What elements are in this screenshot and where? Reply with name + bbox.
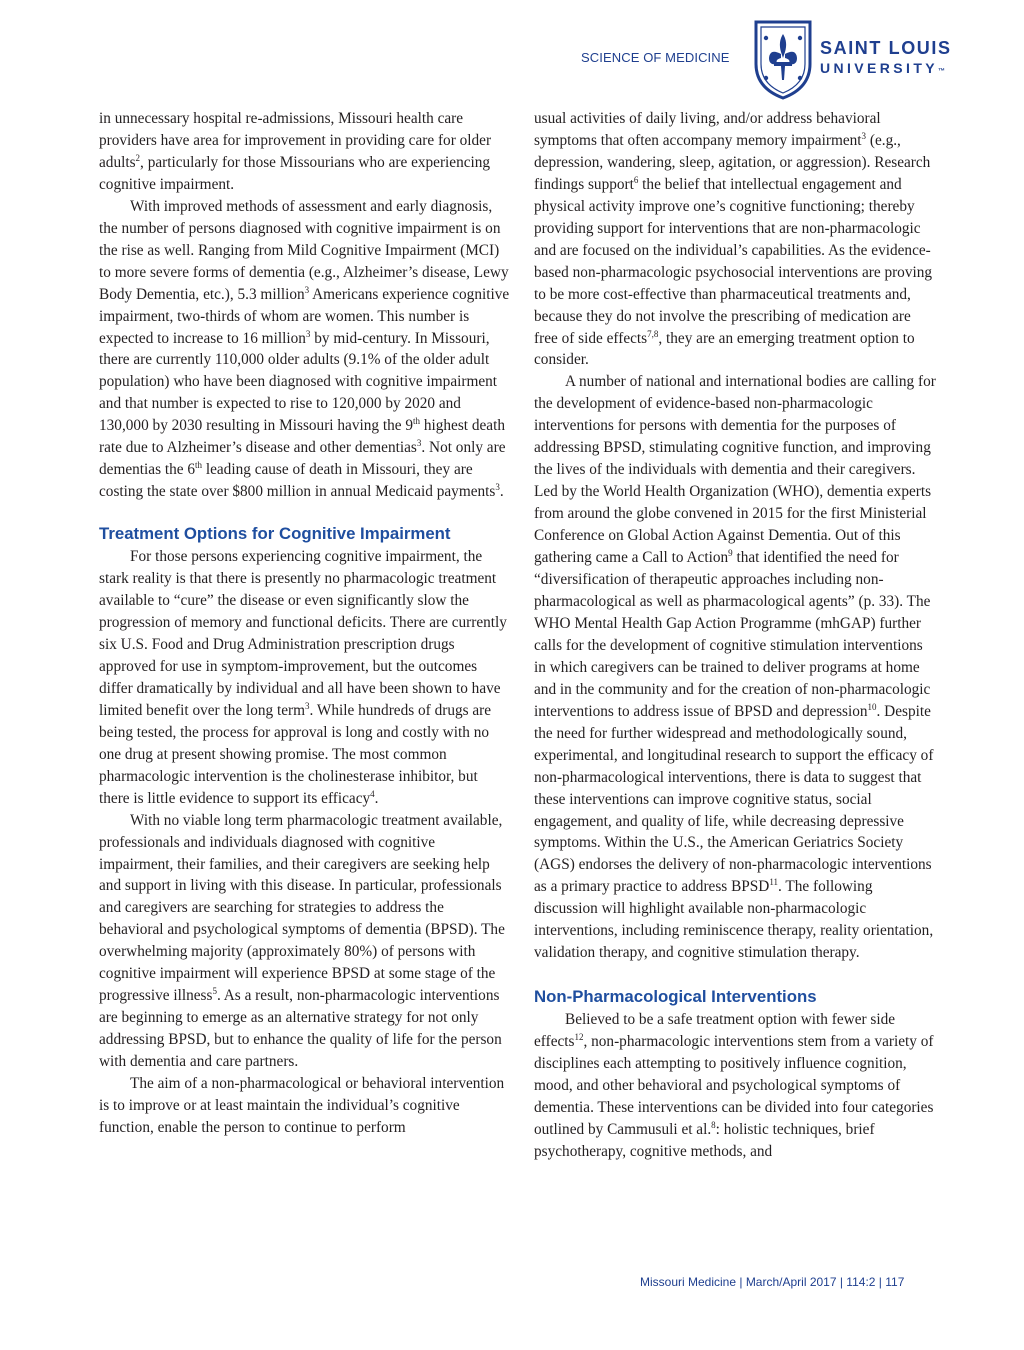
paragraph: With improved methods of assessment and early diagnosis, the number of persons diagnosed with cognitive impairment is on the rise as well. Ranging from Mild Cognitive Impairment (MCI) to more severe forms of dementia (e.g., Alzheimer’s disease, Lewy Body Dementia, etc.), 5.3 million$^3$ Americans experience cognitive impairment, two-thirds of whom are women. This number is expected to increase to 16 million$^3$ by mid-century. In Missouri, there are currently 110,000 older adults (9.1% of the older adult population) who have been diagnosed with cognitive impairment and that number is expected to rise to 120,000 by 2020 and 130,000 by 2030 resulting in Missouri having the 9th highest death rate due to Alzheimer’s disease and other dementias$^3$. Not only are dementias the 6th leading cause of death in Missouri, they are costing the state over $800 million in annual Medicaid payments$^3$. — [99, 197, 510, 501]
logo-wordmark-university: UNIVERSITY — [820, 60, 939, 76]
logo-wordmark-line1: SAINT LOUIS — [820, 38, 952, 58]
section-heading-non-pharmacological: Non-Pharmacological Interventions — [534, 987, 817, 1007]
section-heading-treatment-options: Treatment Options for Cognitive Impairment — [99, 524, 451, 544]
logo-wordmark-line2 — [820, 60, 945, 76]
paragraph: in unnecessary hospital re-admissions, Missouri health care providers have area for improvement in providing care for older adults$^2$, particularly for those Missourians who are experiencing cognitive impairment. — [99, 110, 492, 193]
paragraph: Believed to be a safe treatment option with fewer side effects$^{12}$, non-pharmacologic interventions stem from a variety of disciplines each attempting to positively influence cognition, mood, and other behavioral and psychological symptoms of dementia. These interventions can be divided into four categories outlined by Cammusuli et al.$^8$: holistic techniques, brief psychotherapy, cognitive methods, and — [534, 1011, 934, 1160]
paragraph: usual activities of daily living, and/or address behavioral symptoms that often accompany memory impairment$^3$ (e.g., depression, wandering, sleep, agitation, or aggression). Research findings support$^6$ the belief that intellectual engagement and physical activity improve one’s cognitive functioning; thereby providing support for interventions that are non-pharmacologic and are focused on the individual’s capabilities. As the evidence-based non-pharmacologic psychosocial interventions are proving to be more cost-effective than pharmaceutical treatments and, because they do not involve the prescribing of medication are free of side effects$^{7,8}$, they are an emerging treatment option to consider. — [534, 110, 933, 369]
paragraph: For those persons experiencing cognitive impairment, the stark reality is that there is presently no pharmacologic treatment available to “cure” the disease or even significantly slow the progression of memory and functional deficits. There are currently six U.S. Food and Drug Administration prescription drugs approved for use in symptom-improvement, but the outcomes differ dramatically by individual and all have been shown to have limited benefit over the long term$^3$. While hundreds of drugs are being tested, the process for approval is long and costly with no one drug at present showing promise. The most common pharmacologic intervention is the cholinesterase inhibitor, but there is little evidence to support its efficacy$^4$. — [99, 548, 507, 807]
paragraph: A number of national and international bodies are calling for the development of evidence-based non-pharmacologic interventions for persons with dementia for the purposes of addressing BPSD, stimulating cognitive function, and improving the lives of the individuals with dementia and their caregivers. Led by the World Health Organization (WHO), dementia experts from around the globe convened in 2015 for the first Ministerial Conference on Global Action Against Dementia. Out of this gathering came a Call to Action$^9$ that identified the need for “diversification of therapeutic approaches including non-pharmacological as well as pharmacological agents” (p. 33). The WHO Mental Health Gap Action Programme (mhGAP) further calls for the development of cognitive stimulation interventions in which caregivers can be trained to deliver programs at home and in the community and for the creation of non-pharmacologic interventions to address issue of BPSD and depression$^{10}$. Despite the need for further widespread and methodologically sound, experimental, and longitudinal research to support the efficacy of non-pharmacological interventions, there is data to suggest that these interventions can improve cognitive status, social engagement, and quality of life, while decreasing depressive symptoms. Within the U.S., the American Geriatrics Society (AGS) endorses the delivery of non-pharmacologic interventions as a primary practice to address BPSD$^{11}$. The following discussion will highlight available non-pharmacologic interventions, including reminiscence therapy, reality orientation, validation therapy, and cognitive stimulation therapy. — [534, 373, 936, 962]
left-column — [99, 108, 511, 1139]
paragraph: The aim of a non-pharmacological or behavioral intervention is to improve or at least maintain the individual’s cognitive function, enable the person to continue to perform — [99, 1075, 505, 1136]
paragraph: With no viable long term pharmacologic treatment available, professionals and individuals diagnosed with cognitive impairment, their families, and their caregivers are seeking help and support in living with this disease. In particular, professionals and caregivers are searching for strategies to address the behavioral and psychological symptoms of dementia (BPSD). The overwhelming majority (approximately 80%) of persons with cognitive impairment will experience BPSD at some stage of the progressive illness$^5$. As a result, non-pharmacologic interventions are beginning to emerge as an alternative strategy for not only addressing BPSD, but to enhance the quality of life for the person with dementia and care partners. — [99, 811, 505, 1071]
right-column — [534, 108, 936, 1163]
section-label: SCIENCE OF MEDICINE — [581, 50, 730, 65]
page-footer: Missouri Medicine | March/April 2017 | 114:2 | 117 — [640, 1275, 905, 1289]
logo-trademark: ™ — [938, 68, 946, 75]
